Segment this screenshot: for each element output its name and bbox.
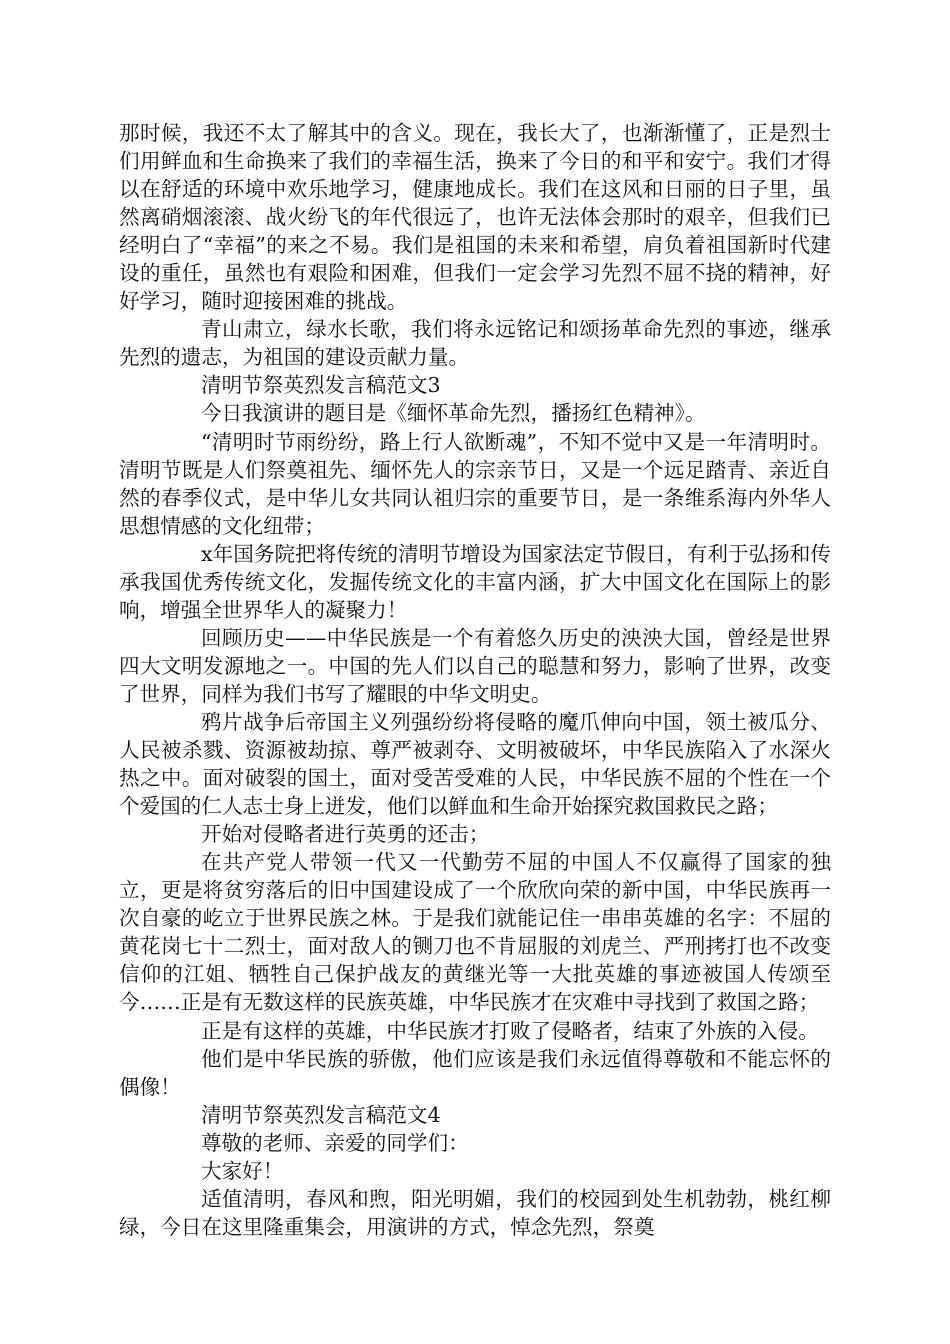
paragraph: 在共产党人带领一代又一代勤劳不屈的中国人不仅赢得了国家的独立，更是将贫穷落后的旧中国建设成了一个欣欣向荣的新中国，中华民族再一次自豪的屹立于世界民族之林。于是我们就能记住一串串英雄的名字：不屈的黄花岗七十二烈士，面对敌人的铡刀也不肯屈服的刘虎兰、严刑拷打也不改变信仰的江姐、牺牲自己保护战友的黄继光等一大批英雄的事迹被国人传颂至今……正是有无数这样的民族英雄，中华民族才在灾难中寻找到了救国之路； — [119, 850, 831, 1015]
paragraph: 青山肃立，绿水长歌，我们将永远铭记和颂扬革命先烈的事迹，继承先烈的遗志，为祖国的建设贡献力量。 — [119, 317, 831, 370]
paragraph: x年国务院把将传统的清明节增设为国家法定节假日，有利于弘扬和传承我国优秀传统文化，发掘传统文化的丰富内涵，扩大中国文化在国际上的影响，增强全世界华人的凝聚力！ — [119, 541, 831, 622]
paragraph: 他们是中华民族的骄傲，他们应该是我们永远值得尊敬和不能忘怀的偶像！ — [119, 1046, 831, 1099]
paragraph: 今日我演讲的题目是《缅怀革命先烈，播扬红色精神》。 — [201, 401, 706, 426]
paragraph-continuation: 那时候，我还不太了解其中的含义。现在，我长大了，也渐渐懂了，正是烈士们用鲜血和生命换来了我们的幸福生活，换来了今日的和平和安宁。我们才得以在舒适的环境中欢乐地学习，健康地成长。我们在这风和日丽的日子里，虽然离硝烟滚滚、战火纷飞的年代很远了，也许无法体会那时的艰辛，但我们已经明白了“幸福”的来之不易。我们是祖国的未来和希望，肩负着祖国新时代建设的重任，虽然也有艰险和困难，但我们一定会学习先烈不屈不挠的精神，好好学习，随时迎接困难的挑战。 — [119, 121, 831, 314]
paragraph: 开始对侵略者进行英勇的还击； — [201, 822, 490, 847]
section-heading: 清明节祭英烈发言稿范文3 — [201, 373, 441, 398]
paragraph: 鸦片战争后帝国主义列强纷纷将侵略的魔爪伸向中国，领土被瓜分、人民被杀戮、资源被劫掠、尊严被剥夺、文明被破坏，中华民族陷入了水深火热之中。面对破裂的国土，面对受苦受难的人民，中华民族不屈的个性在一个个爱国的仁人志士身上迸发，他们以鲜血和生命开始探究救国救民之路； — [119, 709, 831, 819]
greeting: 大家好！ — [201, 1158, 284, 1183]
salutation: 尊敬的老师、亲爱的同学们： — [201, 1130, 469, 1155]
paragraph: 适值清明，春风和煦，阳光明媚，我们的校园到处生机勃勃，桃红柳绿，今日在这里隆重集会，用演讲的方式，悼念先烈，祭奠 — [119, 1186, 831, 1239]
paragraph: 回顾历史——中华民族是一个有着悠久历史的泱泱大国，曾经是世界四大文明发源地之一。中国的先人们以自己的聪慧和努力，影响了世界，改变了世界，同样为我们书写了耀眼的中华文明史。 — [119, 625, 831, 706]
document-body — [119, 119, 831, 1241]
paragraph: “清明时节雨纷纷，路上行人欲断魂”，不知不觉中又是一年清明时。清明节既是人们祭奠祖先、缅怀先人的宗亲节日，又是一个远足踏青、亲近自然的春季仪式，是中华儿女共同认祖归宗的重要节日，是一条维系海内外华人思想情感的文化纽带； — [119, 429, 831, 538]
paragraph: 正是有这样的英雄，中华民族才打败了侵略者，结束了外族的入侵。 — [201, 1018, 819, 1043]
section-heading: 清明节祭英烈发言稿范文4 — [201, 1102, 441, 1127]
